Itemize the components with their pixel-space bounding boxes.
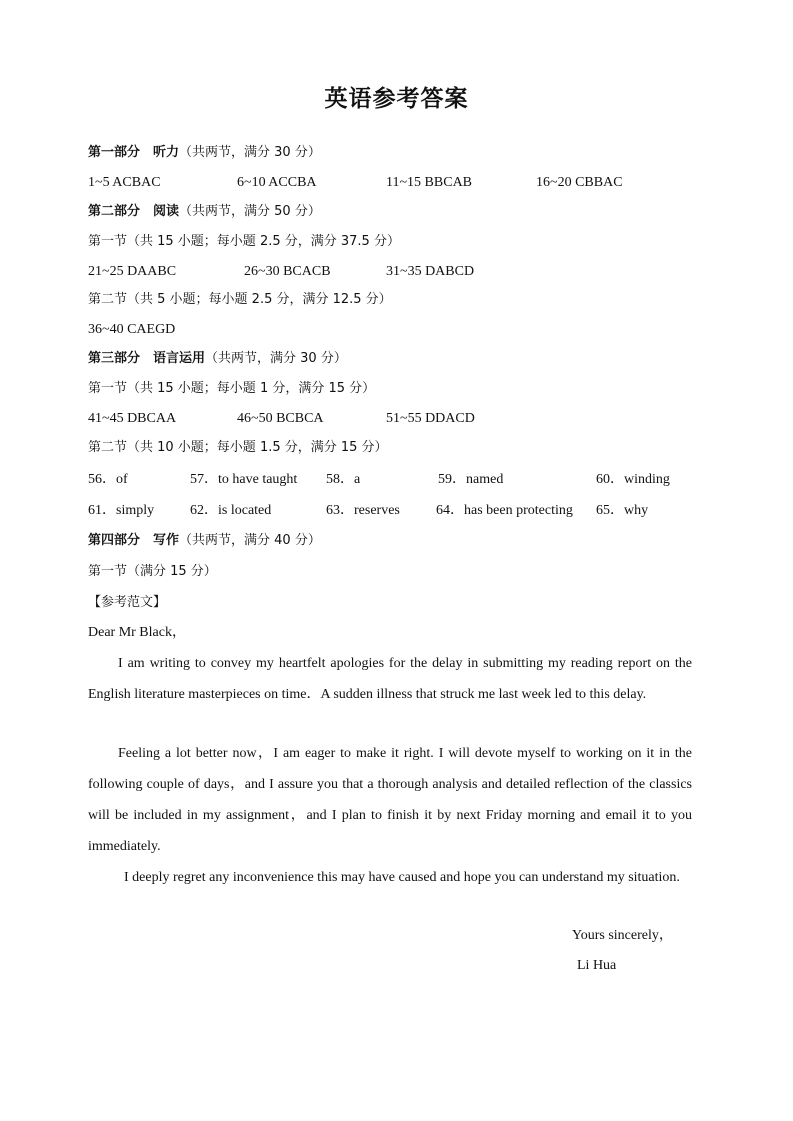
answer-51-55: 51~55 DDACD	[386, 411, 475, 426]
answer-64: 64．has been protecting	[436, 503, 573, 518]
answer-65: 65．why	[596, 503, 649, 518]
letter-signature: Li Hua	[577, 958, 617, 973]
part3-note: （共两节，满分 30 分）	[205, 351, 347, 366]
letter-closing: Yours sincerely，	[572, 928, 673, 943]
part2-note: （共两节，满分 50 分）	[179, 204, 321, 219]
answer-16-20: 16~20 CBBAC	[536, 175, 623, 190]
letter-salutation: Dear Mr Black，	[88, 625, 186, 640]
answer-60: 60．winding	[596, 472, 670, 487]
part3-heading: 第三部分 语言运用	[88, 351, 206, 366]
answer-26-30: 26~30 BCACB	[244, 264, 331, 279]
answer-46-50: 46~50 BCBCA	[237, 411, 324, 426]
answer-36-40: 36~40 CAEGD	[88, 322, 176, 337]
part4-heading: 第四部分 写作	[88, 533, 180, 548]
letter-paragraph-1: I am writing to convey my heartfelt apologies for the delay in submitting my reading report on the English literature masterpieces on time．A sudden illness that struck me last week led to this delay.	[88, 656, 692, 702]
answer-63: 63．reserves	[326, 503, 400, 518]
part2-section1-label: 第一节（共 15 小题；每小题 2.5 分，满分 37.5 分）	[88, 234, 400, 249]
part2-heading: 第二部分 阅读	[88, 204, 180, 219]
part3-header	[88, 349, 347, 369]
part1-header	[88, 143, 321, 163]
answer-41-45: 41~45 DBCAA	[88, 411, 177, 426]
part4-section1-label: 第一节（满分 15 分）	[88, 564, 217, 579]
answer-62: 62．is located	[190, 503, 272, 518]
answer-58: 58．a	[326, 472, 361, 487]
answer-57: 57．to have taught	[190, 472, 298, 487]
part1-note: （共两节，满分 30 分）	[179, 145, 321, 160]
part4-header	[88, 531, 321, 551]
answer-59: 59．named	[438, 472, 504, 487]
answer-61: 61．simply	[88, 503, 155, 518]
part3-section1-label: 第一节（共 15 小题；每小题 1 分，满分 15 分）	[88, 381, 376, 396]
model-essay-label: 【参考范文】	[88, 595, 167, 610]
part2-header	[88, 202, 321, 222]
letter-paragraph-3: I deeply regret any inconvenience this may have caused and hope you can understand my situation.	[124, 870, 680, 885]
page-title: 英语参考答案	[324, 85, 469, 112]
part4-note: （共两节，满分 40 分）	[179, 533, 321, 548]
answer-31-35: 31~35 DABCD	[386, 264, 475, 279]
answer-21-25: 21~25 DAABC	[88, 264, 177, 279]
part3-section2-label: 第二节（共 10 小题；每小题 1.5 分，满分 15 分）	[88, 440, 388, 455]
answer-11-15: 11~15 BBCAB	[386, 175, 473, 190]
part2-section2-label: 第二节（共 5 小题；每小题 2.5 分，满分 12.5 分）	[88, 292, 392, 307]
answer-56: 56．of	[88, 472, 128, 487]
answer-1-5: 1~5 ACBAC	[88, 175, 161, 190]
letter-paragraph-2: Feeling a lot better now，I am eager to make it right. I will devote myself to working on it in the following couple of days，and I assure you that a thorough analysis and detailed reflection of the classics will be included in my assignment，and I plan to finish it by next Friday morning and email it to you immediately.	[88, 746, 692, 854]
answer-6-10: 6~10 ACCBA	[237, 175, 317, 190]
part1-heading: 第一部分 听力	[88, 145, 180, 160]
